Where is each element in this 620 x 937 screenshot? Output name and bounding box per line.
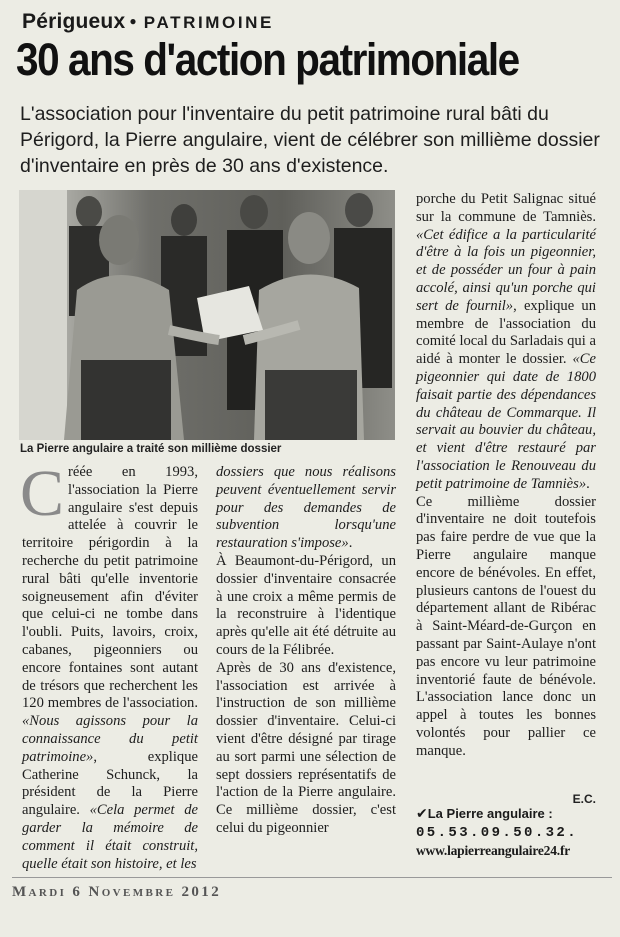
lead-paragraph: L'association pour l'inventaire du petit patrimoine rural bâti du Périgord, la Pierre angulaire, vient de célébrer son millième dossier d'inventaire en près de 30 ans d'existence.: [20, 103, 600, 177]
quote: dossiers que nous réalisons peuvent éventuellement servir pour des demandes de subvention lorsqu'une restauration s'impose»: [216, 464, 396, 552]
text-run: .: [348, 535, 353, 552]
text-run: , explique Catherine Schunck, la président de la Pierre angulaire.: [22, 748, 198, 819]
contact-phone: 05.53.09.50.32.: [416, 825, 579, 841]
article-photo: [19, 190, 395, 440]
quote: «Ce pigeonnier qui date de 1800 faisait partie des dépendances du château de Commarque. Il servait au bouvier du château, et vient d'être restauré par l'association le Renouveau du petit patrimoine de Tamniès»: [416, 351, 596, 492]
text-run: , explique un membre de l'association du comité local du Sarladais qui a aidé à monter le dossier.: [416, 297, 597, 368]
headline: 30 ans d'action patrimoniale: [16, 34, 519, 85]
kicker-city: Périgueux: [22, 10, 126, 33]
paragraph: [216, 464, 396, 553]
footer-divider: [12, 877, 612, 878]
kicker-section: PATRIMOINE: [143, 13, 274, 32]
author-signature: E.C.: [572, 792, 596, 806]
contact-website: www.lapierreangulaire24.fr: [416, 843, 571, 858]
check-icon: ✔: [416, 806, 428, 822]
paragraph: Ce millième dossier d'inventaire ne doit toutefois pas faire perdre de vue que la Pierre angulaire manque encore de bénévoles. En effet, plusieurs cantons de l'ouest du département allant de Ribérac à Saint-Méard-de-Gurçon en passant par Saint-Aulaye n'ont pas encore vu leur patrimoine inventorié faute de bénévole. L'association lance donc un appel à toutes les bonnes volontés pour pallier ce manque.: [416, 493, 596, 759]
paragraph: À Beaumont-du-Périgord, un dossier d'inventaire consacrée à une croix a même permis de la reconstruire à l'identique après qu'elle ait été détruite au cours de la Félibrée.: [216, 552, 396, 658]
text-run: porche du Petit Salignac situé sur la commune de Tamniès.: [416, 191, 596, 225]
article-column-2: [216, 464, 396, 838]
paragraph: Après de 30 ans d'existence, l'association est arrivée à l'instruction de son millième dossier d'inventaire. Celui-ci vient d'être désigné par tirage au sort parmi une sélection de sept dossiers représentatifs de l'action de la Pierre angulaire. Ce millième dossier, c'est celui du pigeonnier: [216, 659, 396, 836]
photo-caption: La Pierre angulaire a traité son millième dossier: [20, 443, 282, 455]
article-column-1: [20, 457, 198, 873]
text-run: .: [586, 475, 590, 492]
text-run: réée en 1993, l'association la Pierre angulaire s'est depuis attelée à couvrir le territoire périgordin à la recherche du petit patrimoine rural bâti qu'elle inventorie soigneusement afin d'éviter que celui-ci ne tombe dans l'oubli. Puits, lavoirs, croix, cabanes, pigeonniers ou encore fontaines sont autant de trésors que recherchent les 120 membres de l'association.: [22, 464, 198, 712]
quote: «Cela permet de garder la mémoire de comment il était construit, quelle était son histoire, et les: [22, 802, 198, 872]
bullet-icon: ●: [129, 14, 137, 28]
quote: «Nous agissons pour la connaissance du petit patrimoine»: [22, 713, 198, 765]
quote: «Cet édifice a la particularité d'être à la fois un pigeonnier, et de posséder un four à pain accolé, ainsi qu'un porche qui sert de fournil»: [416, 226, 596, 314]
article-column-3: [416, 191, 596, 761]
paragraph: [416, 191, 596, 494]
paragraph: [20, 457, 198, 873]
footer-date: Mardi 6 Novembre 2012: [12, 884, 222, 900]
drop-cap: C: [20, 457, 65, 530]
contact-name: La Pierre angulaire :: [427, 806, 553, 821]
contact-box: [416, 805, 601, 860]
contact-line: [416, 805, 601, 824]
